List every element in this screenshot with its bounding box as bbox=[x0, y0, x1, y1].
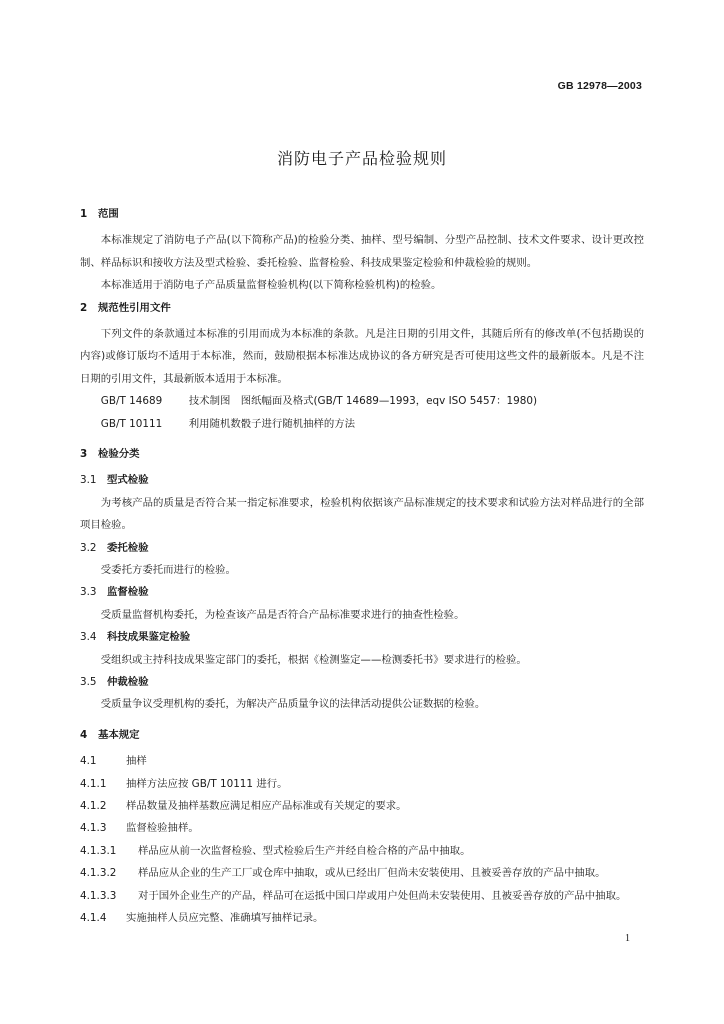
reference-item bbox=[80, 390, 644, 412]
subsection-number: 3.4 bbox=[80, 631, 97, 644]
subsection-number: 3.2 bbox=[80, 541, 97, 554]
clause-number: 4.1.3.2 bbox=[80, 867, 117, 880]
scope-paragraph-1: 本标准规定了消防电子产品(以下简称产品)的检验分类、抽样、型号编制、分型产品控制、技术文件要求、设计更改控制、样品标识和接收方法及型式检验、委托检验、监督检验、科技成果鉴定检验和仲裁检验的规则。 bbox=[80, 234, 644, 269]
clause bbox=[80, 750, 644, 772]
section-4-heading bbox=[80, 724, 644, 746]
standard-code: GB 12978—2003 bbox=[557, 80, 642, 92]
subsection-text: 受质量监督机构委托，为检查该产品是否符合产品标准要求进行的抽查性检验。 bbox=[100, 608, 465, 621]
subsection-number: 3.5 bbox=[80, 675, 97, 688]
clause bbox=[80, 817, 644, 839]
clause-text: 抽样方法应按 GB/T 10111 进行。 bbox=[126, 777, 288, 790]
subsection-heading bbox=[80, 581, 644, 603]
clause-number: 4.1.3.1 bbox=[80, 844, 117, 857]
subsection-heading bbox=[80, 626, 644, 648]
subsection-heading bbox=[80, 469, 644, 491]
clause-number: 4.1.3 bbox=[80, 822, 107, 835]
clause bbox=[80, 907, 644, 929]
section-number: 2 bbox=[80, 301, 88, 314]
clause bbox=[80, 795, 644, 817]
reference-text: 利用随机数骰子进行随机抽样的方法 bbox=[188, 417, 356, 430]
section-title: 规范性引用文件 bbox=[98, 301, 171, 314]
subsection-text: 为考核产品的质量是否符合某一指定标准要求，检验机构依据该产品标准规定的技术要求和试验方法对样品进行的全部项目检验。 bbox=[80, 496, 644, 532]
clause-text: 监督检验抽样。 bbox=[126, 822, 199, 835]
clause-number: 4.1 bbox=[80, 755, 97, 768]
section-number: 3 bbox=[80, 448, 88, 460]
subsection-text: 受质量争议受理机构的委托，为解决产品质量争议的法律活动提供公证数据的检验。 bbox=[100, 698, 486, 711]
document-title: 消防电子产品检验规则 bbox=[276, 149, 447, 168]
subsection-title: 委托检验 bbox=[107, 541, 149, 554]
section-2-heading bbox=[80, 297, 644, 319]
subsection-text: 受委托方委托而进行的检验。 bbox=[100, 563, 236, 576]
document-body bbox=[80, 203, 644, 929]
clause-text: 实施抽样人员应完整、准确填写抽样记录。 bbox=[126, 911, 324, 924]
clause-text: 样品应从前一次监督检验、型式检验后生产并经自检合格的产品中抽取。 bbox=[138, 844, 471, 857]
section-1-heading bbox=[80, 203, 644, 225]
scope-paragraph-2: 本标准适用于消防电子产品质量监督检验机构(以下简称检验机构)的检验。 bbox=[100, 279, 442, 292]
clause bbox=[80, 773, 644, 795]
subsection-heading bbox=[80, 671, 644, 693]
subsection-title: 型式检验 bbox=[107, 474, 149, 487]
section-3-heading bbox=[80, 443, 644, 465]
clause-text: 样品应从企业的生产工厂或仓库中抽取，或从已经出厂但尚未安装使用、且被妥善存放的产品中抽取。 bbox=[138, 867, 606, 880]
clause bbox=[80, 840, 644, 862]
reference-code: GB/T 10111 bbox=[100, 417, 163, 430]
clause-number: 4.1.2 bbox=[80, 799, 107, 812]
section-number: 1 bbox=[80, 208, 88, 220]
subsection-text: 受组织或主持科技成果鉴定部门的委托，根据《检测鉴定——检测委托书》要求进行的检验。 bbox=[100, 653, 527, 666]
subsection-title: 科技成果鉴定检验 bbox=[107, 631, 191, 644]
clause bbox=[80, 862, 644, 884]
subsection-heading bbox=[80, 537, 644, 559]
section-title: 基本规定 bbox=[98, 728, 140, 741]
clause-title: 抽样 bbox=[126, 755, 147, 768]
reference-item bbox=[80, 413, 644, 435]
subsection-title: 仲裁检验 bbox=[107, 675, 149, 688]
clause-number: 4.1.3.3 bbox=[80, 889, 117, 902]
clause-number: 4.1.4 bbox=[80, 911, 107, 924]
section-title: 范围 bbox=[98, 208, 119, 220]
reference-code: GB/T 14689 bbox=[100, 395, 163, 408]
clause-number: 4.1.1 bbox=[80, 777, 107, 790]
clause-text: 样品数量及抽样基数应满足相应产品标准或有关规定的要求。 bbox=[126, 799, 407, 812]
subsection-title: 监督检验 bbox=[107, 586, 149, 599]
clause-text: 对于国外企业生产的产品，样品可在运抵中国口岸或用户处但尚未安装使用、且被妥善存放的产品中抽取。 bbox=[138, 889, 627, 902]
section-number: 4 bbox=[80, 728, 88, 741]
section-title: 检验分类 bbox=[98, 448, 140, 460]
reference-text: 技术制图 图纸幅面及格式(GB/T 14689—1993，eqv ISO 5457：1980) bbox=[188, 395, 538, 408]
clause bbox=[80, 885, 644, 907]
subsection-number: 3.1 bbox=[80, 474, 97, 487]
page-number: 1 bbox=[625, 933, 630, 944]
subsection-number: 3.3 bbox=[80, 586, 97, 599]
normative-references-paragraph: 下列文件的条款通过本标准的引用而成为本标准的条款。凡是注日期的引用文件，其随后所有的修改单(不包括勘误的内容)或修订版均不适用于本标准，然而，鼓励根据本标准达成协议的各方研究是否可使用这些文件的最新版本。凡是不注日期的引用文件，其最新版本适用于本标准。 bbox=[80, 328, 644, 385]
